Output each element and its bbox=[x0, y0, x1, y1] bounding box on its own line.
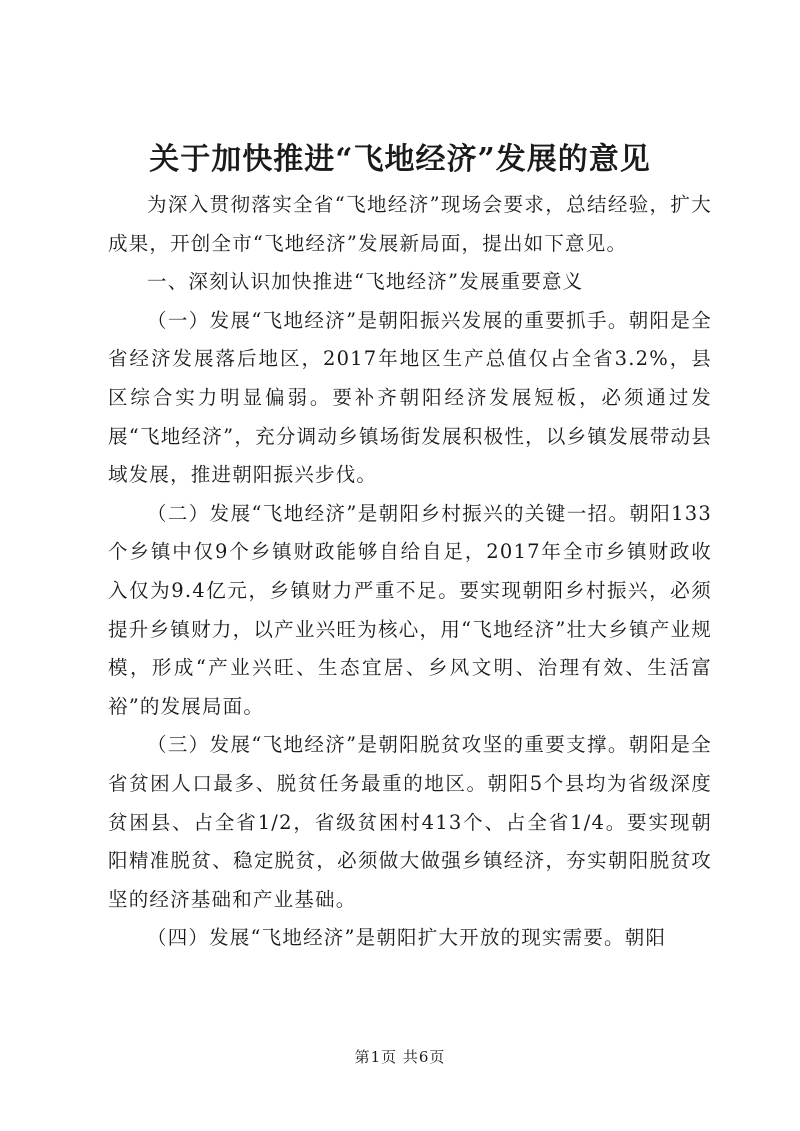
page-number-footer: 第1页 共6页 bbox=[354, 1048, 446, 1066]
paragraph-point-2: （二）发展“飞地经济”是朝阳乡村振兴的关键一招。朝阳133个乡镇中仅9个乡镇财政能够自给自足，2017年全市乡镇财政收入仅为9.4亿元，乡镇财力严重不足。要实现朝阳乡村振兴，必须提升乡镇财力，以产业兴旺为核心，用“飞地经济”壮大乡镇产业规模，形成“产业兴旺、生态宜居、乡风文明、治理有效、生活富裕”的发展局面。 bbox=[108, 501, 712, 718]
section-heading: 一、深刻认识加快推进“飞地经济”发展重要意义 bbox=[147, 270, 584, 294]
document-title: 关于加快推进“飞地经济”发展的意见 bbox=[149, 142, 651, 177]
intro-paragraph: 为深入贯彻落实全省“飞地经济”现场会要求，总结经验，扩大成果，开创全市“飞地经济”发展新局面，提出如下意见。 bbox=[108, 193, 712, 255]
paragraph-point-4: （四）发展“飞地经济”是朝阳扩大开放的现实需要。朝阳 bbox=[147, 926, 667, 950]
document-body bbox=[108, 186, 712, 958]
paragraph-point-3: （三）发展“飞地经济”是朝阳脱贫攻坚的重要支撑。朝阳是全省贫困人口最多、脱贫任务最重的地区。朝阳5个县均为省级深度贫困县、占全省1/2，省级贫困村413个、占全省1/4。要实现朝阳精准脱贫、稳定脱贫，必须做大做强乡镇经济，夯实朝阳脱贫攻坚的经济基础和产业基础。 bbox=[108, 733, 712, 911]
paragraph-point-1: （一）发展“飞地经济”是朝阳振兴发展的重要抓手。朝阳是全省经济发展落后地区，2017年地区生产总值仅占全省3.2%，县区综合实力明显偏弱。要补齐朝阳经济发展短板，必须通过发展“飞地经济”，充分调动乡镇场街发展积极性，以乡镇发展带动县域发展，推进朝阳振兴步伐。 bbox=[108, 308, 712, 487]
